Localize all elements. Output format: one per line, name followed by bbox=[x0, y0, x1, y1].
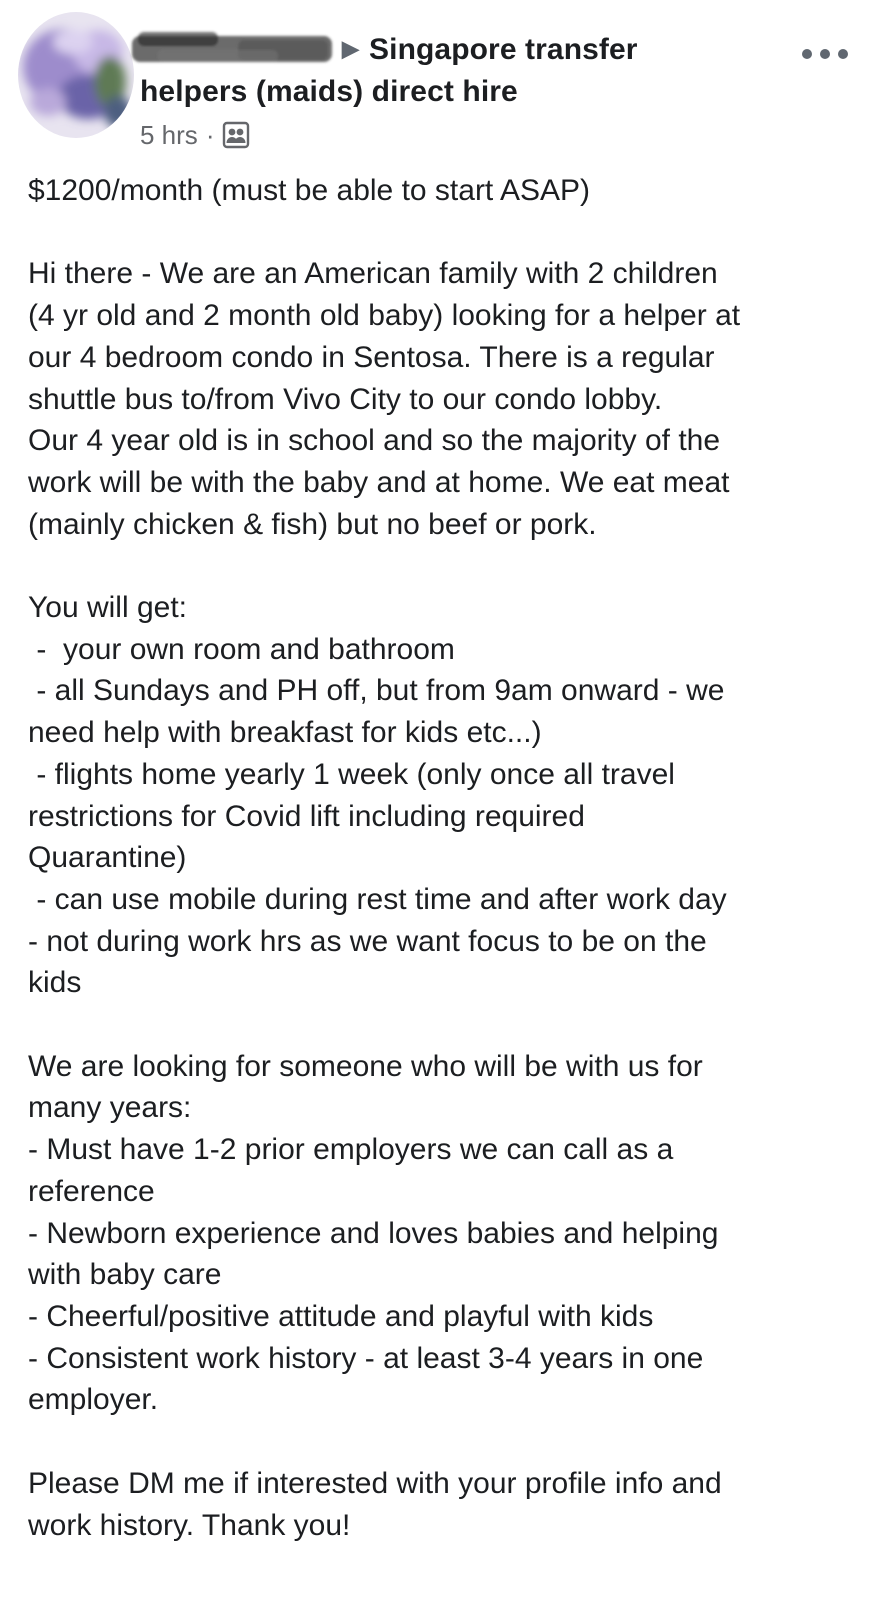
post-line: reference bbox=[28, 1174, 155, 1208]
post-line: (4 yr old and 2 month old baby) looking for a helper at bbox=[28, 299, 741, 333]
post-line: Our 4 year old is in school and so the majority of the bbox=[28, 424, 721, 458]
post-title bbox=[140, 30, 760, 112]
post-line: You will get: bbox=[28, 591, 187, 625]
post-line: - Cheerful/positive attitude and playful with kids bbox=[28, 1299, 654, 1333]
post-line: kids bbox=[28, 966, 82, 1000]
post-line: need help with breakfast for kids etc...) bbox=[28, 716, 542, 750]
blurred-avatar-image bbox=[18, 12, 134, 138]
post-line bbox=[28, 545, 858, 587]
post-line: - Must have 1-2 prior employers we can call as a bbox=[28, 1133, 674, 1167]
post-line: Hi there - We are an American family with 2 children bbox=[28, 257, 718, 291]
post-timestamp[interactable]: 5 hrs bbox=[140, 120, 198, 150]
post-line: - Consistent work history - at least 3-4 years in one bbox=[28, 1341, 704, 1375]
post-line: Quarantine) bbox=[28, 841, 187, 875]
post-header bbox=[140, 30, 760, 150]
post-line bbox=[28, 1004, 858, 1046]
more-dot-icon bbox=[802, 49, 812, 59]
post-line bbox=[28, 1421, 858, 1463]
post-line: (mainly chicken & fish) but no beef or pork. bbox=[28, 507, 597, 541]
post-line: We are looking for someone who will be with us for bbox=[28, 1049, 703, 1083]
more-options-icon[interactable] bbox=[802, 40, 848, 68]
avatar[interactable] bbox=[18, 12, 134, 138]
meta-separator: · bbox=[205, 120, 215, 150]
more-dot-icon bbox=[838, 49, 848, 59]
group-members-icon[interactable] bbox=[222, 121, 250, 149]
post-line: work will be with the baby and at home. We eat meat bbox=[28, 465, 730, 499]
arrow-right-icon: ▶ bbox=[342, 36, 360, 61]
post-line: many years: bbox=[28, 1091, 192, 1125]
post-line: our 4 bedroom condo in Sentosa. There is a regular bbox=[28, 340, 715, 374]
post-line: with baby care bbox=[28, 1258, 222, 1292]
post-line: - can use mobile during rest time and after work day bbox=[28, 882, 727, 916]
redacted-author-name bbox=[128, 28, 338, 68]
post-line bbox=[28, 212, 858, 254]
post-line: Please DM me if interested with your profile info and bbox=[28, 1466, 722, 1500]
group-name-line1[interactable]: Singapore transfer bbox=[369, 33, 638, 66]
post-line: - not during work hrs as we want focus to be on the bbox=[28, 924, 707, 958]
post-meta bbox=[140, 120, 760, 150]
post-line: $1200/month (must be able to start ASAP) bbox=[28, 174, 590, 207]
post-line: employer. bbox=[28, 1383, 159, 1417]
post-line: - flights home yearly 1 week (only once all travel bbox=[28, 757, 675, 791]
post-line: - all Sundays and PH off, but from 9am onward - we bbox=[28, 674, 725, 708]
post-line: work history. Thank you! bbox=[28, 1508, 351, 1542]
post-line: restrictions for Covid lift including required bbox=[28, 799, 585, 833]
post-line: - your own room and bathroom bbox=[28, 632, 455, 666]
post-line: shuttle bus to/from Vivo City to our condo lobby. bbox=[28, 382, 663, 416]
post-body bbox=[28, 170, 858, 1546]
more-dot-icon bbox=[820, 49, 830, 59]
post-line: - Newborn experience and loves babies and helping bbox=[28, 1216, 719, 1250]
group-name-line2[interactable]: helpers (maids) direct hire bbox=[140, 75, 518, 108]
